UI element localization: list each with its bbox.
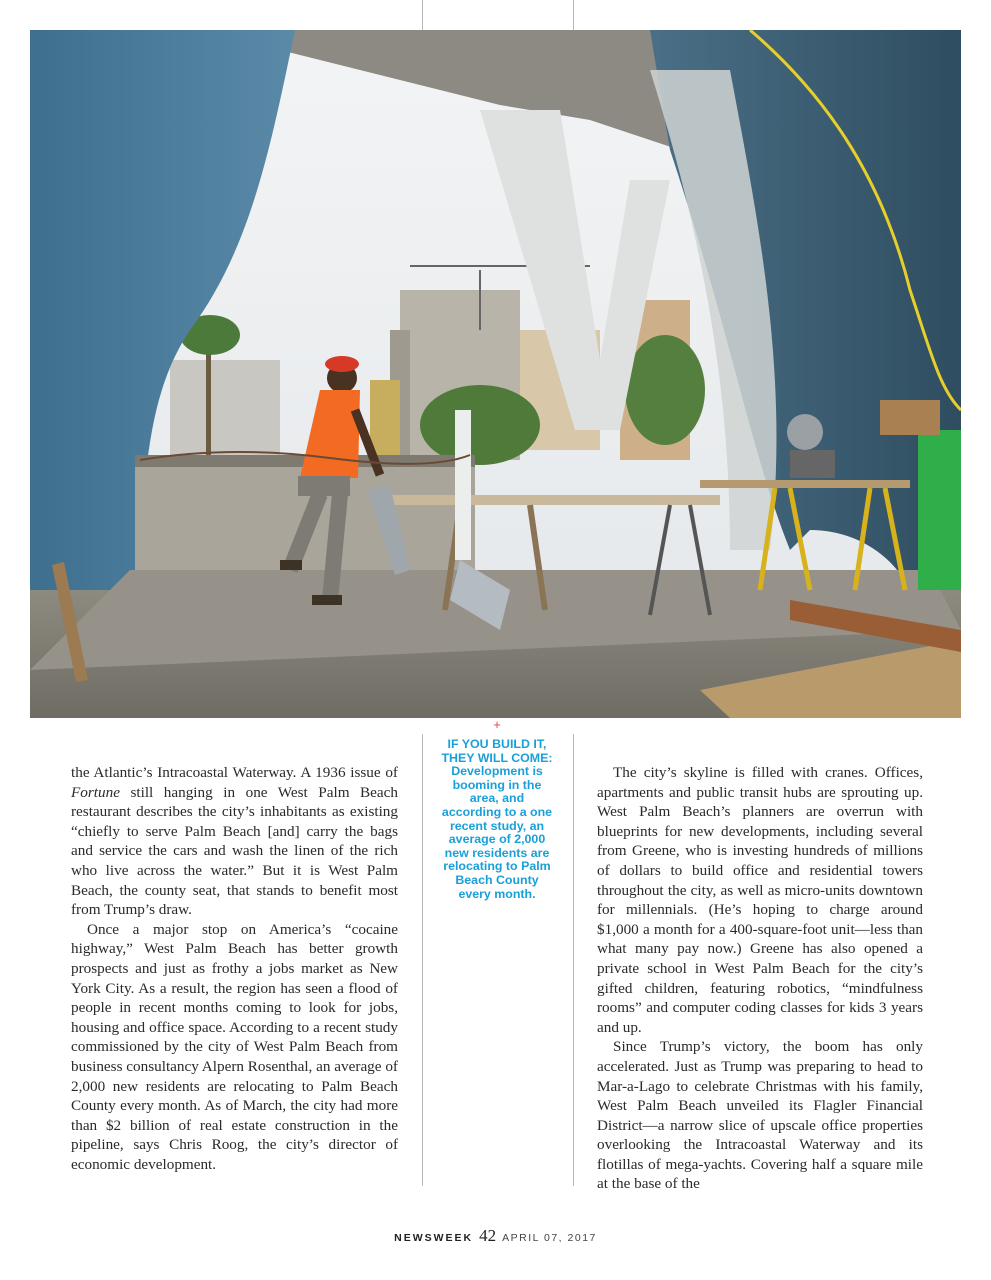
caption-marker: + [493, 717, 501, 732]
article-column-right [597, 763, 923, 1194]
paragraph: Once a major stop on America’s “cocaine highway,” West Palm Beach has better growth prospects and just as frothy a jobs market as New York City. As a result, the region has seen a flood of people in recent months coming to look for jobs, housing and office space. According to a recent study commissioned by the city of West Palm Beach from business consultancy Alpern Rosenthal, an average of 2,000 new residents are relocating to Palm Beach County every month. As of March, the city had more than $2 billion of real estate construction in the pipeline, says Chris Roog, the city’s director of economic development. [71, 920, 398, 1173]
photo-caption: IF YOU BUILD IT, THEY WILL COME: Development is booming in the area, and according to a one recent study, an average of 2,000 new residents are relocating to Palm Beach County every month. [441, 737, 553, 901]
publication-name: NEWSWEEK [394, 1232, 474, 1244]
column-rule-right [573, 734, 574, 1186]
construction-site-photo-icon [30, 30, 961, 718]
page-footer [0, 1226, 991, 1246]
paragraph: The city’s skyline is filled with cranes. Offices, apartments and public transit hubs are sprouting up. West Palm Beach’s planners are overrun with blueprints for new developments, including several from Greene, who is investing hundreds of millions of dollars to build office and residential towers throughout the city, as well as micro-units downtown for millennials. (He’s hoping to charge around $1,000 a month for a 400-square-foot unit—less than what many pay now.) Greene has also opened a private school in West Palm Beach for the city’s gifted children, featuring robotics, “mindfulness rooms” and computer coding classes for kids 3 years and up. [597, 764, 923, 1036]
paragraph-text: the Atlantic’s Intracoastal Waterway. A 1936 issue of [71, 764, 398, 781]
column-rule-left [422, 734, 423, 1186]
construction-photo [30, 30, 961, 718]
magazine-title: Fortune [71, 783, 120, 801]
paragraph: Since Trump’s victory, the boom has only accelerated. Just as Trump was preparing to head to Mar-a-Lago to celebrate Christmas with his family, West Palm Beach unveiled its Flagler Financial District—a narrow slice of upscale office properties overlooking the Intracoastal Waterway and its flotillas of mega-yachts. Covering half a square mile at the base of the [597, 1038, 923, 1193]
issue-date: APRIL 07, 2017 [502, 1232, 597, 1244]
column-rule-left-top [422, 0, 423, 30]
paragraph [71, 763, 398, 920]
article-column-left [71, 763, 398, 1174]
page-number: 42 [479, 1226, 497, 1245]
column-rule-right-top [573, 0, 574, 30]
paragraph-text: still hanging in one West Palm Beach restaurant describes the city’s inhabitants as existing “chiefly to serve Palm Beach [and] carry the bags and service the cars and wash the linen of the rich who live across the water.” But it is West Palm Beach, the county seat, that stands to benefit most from Trump’s draw. [71, 783, 398, 919]
